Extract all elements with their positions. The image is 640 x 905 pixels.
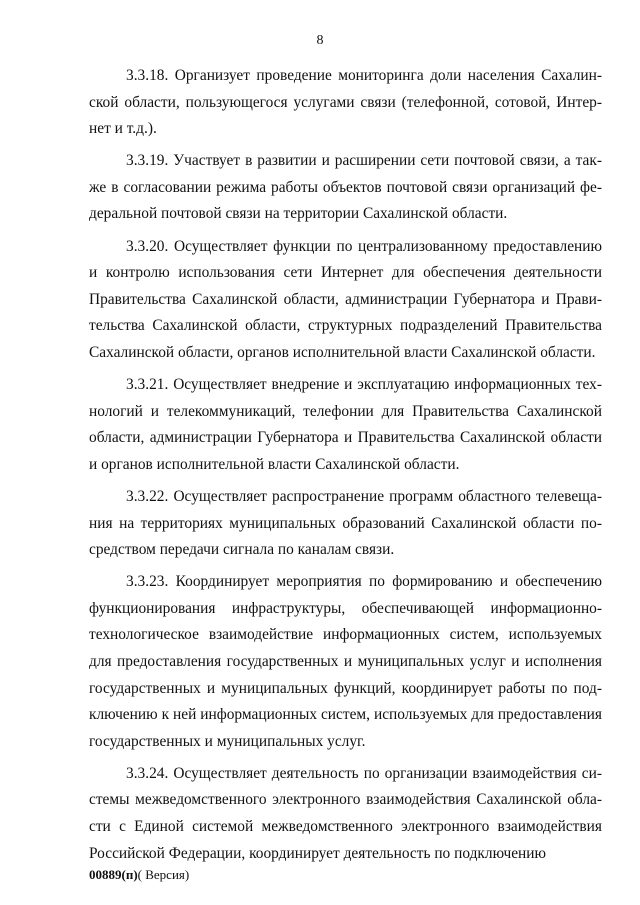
document-version: ( Версия) [137,867,190,882]
paragraph-3-3-20: 3.3.20. Осуществляет функции по централизованному предоставлению и контролю использования сети Интернет для обеспечения деятельности Правительства Сахалинской области, администрации Губернатора и Правительства Сахалинской области, структурных подразделений Правительства Сахалинской области, органов исполнительной власти Сахалинской области. [89,237,602,361]
paragraph-3-3-23: 3.3.23. Координирует мероприятия по формированию и обеспечению функционирования инфраструктуры, обеспечивающей информационно-технологическое взаимодействие информационных систем, используемых для предоставления государственных и муниципальных услуг и исполнения государственных и муниципальных функций, координирует работы по подключению к ней информационных систем, используемых для предоставления государственных и муниципальных услуг. [89,573,602,750]
paragraph-3-3-19: 3.3.19. Участвует в развитии и расширении сети почтовой связи, а также в согласовании режима работы объектов почтовой связи организаций федеральной почтовой связи на территории Сахалинской области. [89,152,602,223]
paragraph-3-3-21: 3.3.21. Осуществляет внедрение и эксплуатацию информационных технологий и телекоммуникаций, телефонии для Правительства Сахалинской области, администрации Губернатора и Правительства Сахалинской области и органов исполнительной власти Сахалинской области. [89,376,602,473]
paragraph-3-3-24: 3.3.24. Осуществляет деятельность по организации взаимодействия системы межведомственного электронного взаимодействия Сахалинской области с Единой системой межведомственного электронного взаимодействия Российской Федерации, координирует деятельность по подключению [89,764,602,862]
page-number: 8 [316,33,324,48]
document-body [89,63,602,873]
paragraph-3-3-18: 3.3.18. Организует проведение мониторинга доли населения Сахалинской области, пользующегося услугами связи (телефонной, сотовой, Интернет и т.д.). [89,67,602,138]
document-code-footer [89,867,189,883]
paragraph-3-3-22: 3.3.22. Осуществляет распространение программ областного телевещания на территориях муниципальных образований Сахалинской области посредством передачи сигнала по каналам связи. [89,487,602,559]
document-code: 00889(п) [89,867,138,882]
